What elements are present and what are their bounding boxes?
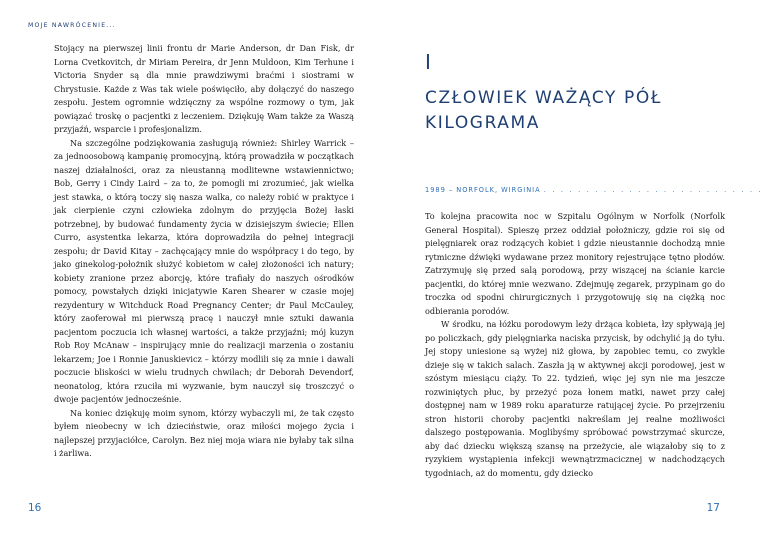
left-body-text xyxy=(54,42,354,461)
paragraph: Na szczególne podziękowania zasługują również: Shirley Warrick – za jednoosobową kampanię promocyjną, którą prowadziła w początkach naszej działalności, oraz za nieustanną modlitewne wstawiennictwo; Bob, Gerry i Cindy Laird – za to, że pomogli mi zrozumieć, jak wielka jest stawka, o którą toczy się nasza walka, co należy robić w praktyce i jak cierpienie czyni człowieka zdolnym do przyjęcia Bożej łaski potrzebnej, by budować fundamenty życia w dzisiejszym świecie; Ellen Curro, asystentka lekarza, która doprowadziła do pełnej integracji zespołu; dr David Kitay – zachęcający mnie do współpracy i do tego, by jako ginekolog-położnik służyć kobietom w całej złożoności ich natury; kobiety zranione przez aborcję, które trafiały do naszych ośrodków pomocy, powstałych dzięki inicjatywie Karen Shearer w czasie mojej rezydentury w Witchduck Road Pregnancy Center; dr Paul McCauley, który zaoferował mi pierwszą pracę i nauczył mnie sztuki dawania pacjentom poczucia ich własnej wartości, a także przyjaźni; mój kuzyn Rob Roy McAnaw – inspirujący mnie do realizacji marzenia o zostaniu lekarzem; Joe i Ronnie Januskievicz – którzy modlili się za mnie i dawali poczucie bliskości w wielu trudnych chwilach; dr Deborah Devendorf, neonatolog, która rzuciła mi wyzwanie, bym nauczył się troszczyć o dwoje pacjentów jednocześnie. xyxy=(54,137,354,404)
page-number: 16 xyxy=(28,502,42,514)
paragraph: Na koniec dziękuję moim synom, którzy wybaczyli mi, że tak często byłem nieobecny w ich dzieciństwie, oraz miłości mojego życia i najlepszej przyjaciółce, Carolyn. Bez niej moja wiara nie byłaby tak silna i żarliwa. xyxy=(54,407,354,458)
page-number: 17 xyxy=(706,502,720,514)
dateline-dots: . . . . . . . . . . . . . . . . . . . . . . . . . . xyxy=(543,186,763,194)
left-page xyxy=(0,0,375,534)
paragraph: W środku, na łóżku porodowym leży drżąca kobieta, łzy spływają jej po policzkach, gdy pielęgniarka naciska przycisk, by odchylić ją do tyłu. Jej stopy uniesione są wyżej niż głowa, by zapobiec temu, co zwykle dzieje się w takich salach. Zaszła ją w aktywnej akcji porodowej, jest w szóstym miesiącu ciąży. To 22. tydzień, więc jej syn nie ma jeszcze rozwiniętych płuc, by przeżyć poza łonem matki, nawet przy całej dostępnej nam w 1989 roku aparaturze ratującej życie. Po przejrzeniu stron historii choroby pacjentki nakreślam jej realne możliwości dalszego postępowania. Moglibyśmy spróbować powstrzymać skurcze, aby dać dziecku większą szansę na przeżycie, ale wiązałoby się to z ryzykiem wystąpienia infekcji wewnątrzmacicznej w nadchodzących tygodniach, aż do momentu, gdy dziecko xyxy=(425,319,725,478)
right-body-text xyxy=(425,210,725,480)
dateline-text: 1989 – NORFOLK, WIRGINIA xyxy=(425,186,541,194)
paragraph: To kolejna pracowita noc w Szpitalu Ogólnym w Norfolk (Norfolk General Hospital). Spieszę przez oddział położniczy, gdzie roi się od pielęgniarek oraz rodzących kobiet i gdzie nieustannie dochodzą mnie rytmiczne dźwięki wydawane przez monitory rejestrujące tętno płodów. Zatrzymuję się przed salą porodową, przy wiszącej na ścianie karcie pacjentki, do której mnie wezwano. Zdejmuję zegarek, przypinam go do troczka od spodni chirurgicznych i przygotowuję się na ciężką noc odbierania porodów. xyxy=(425,211,725,316)
paragraph: Stojący na pierwszej linii frontu dr Marie Anderson, dr Dan Fisk, dr Lorna Cvetkovitch, dr Miriam Pereira, dr Jenn Muldoon, Kim Terhune i Victoria Snyder są dla mnie prawdziwymi braćmi i siostrami w Chrystusie. Każde z Was tak wiele poświęciło, aby dołączyć do naszego zespołu. Jestem ogromnie wdzięczny za wspólne rozmowy o tym, jak powiązać troskę o pacjentki z leczeniem. Dziękuję Wam także za Waszą przyjaźń, wsparcie i profesjonalizm. xyxy=(54,43,354,134)
chapter-dateline xyxy=(425,186,763,194)
running-head: MOJE NAWRÓCENIE... xyxy=(28,22,116,29)
right-page xyxy=(375,0,763,534)
chapter-title: CZŁOWIEK WAŻĄCY PÓŁ KILOGRAMA xyxy=(425,88,662,133)
chapter-number: I xyxy=(425,50,431,74)
